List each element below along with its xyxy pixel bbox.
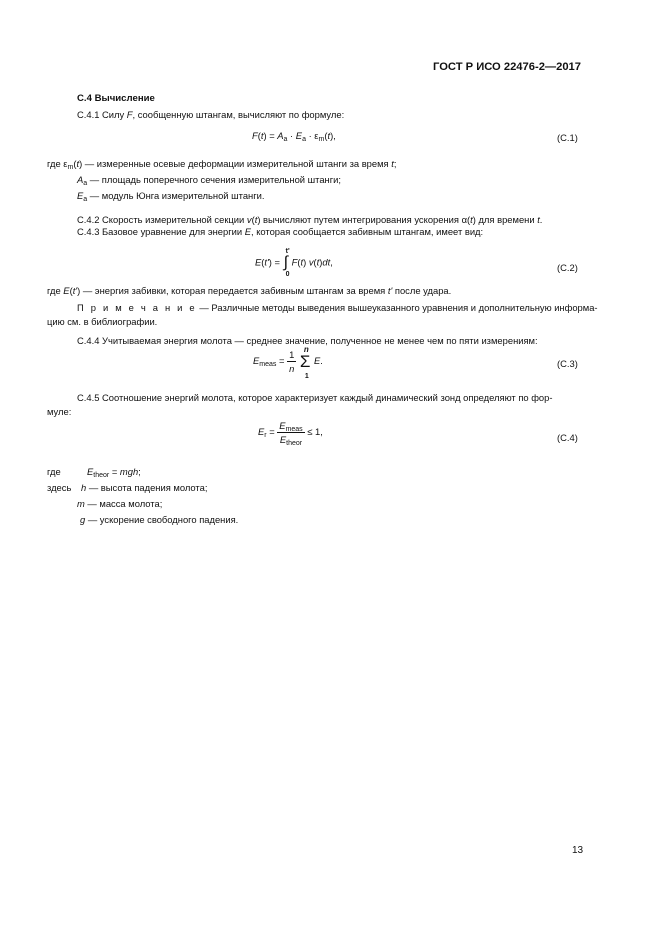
formula-c1-number: (С.1) xyxy=(557,132,578,143)
definition-g: g — ускорение свободного падения. xyxy=(80,514,239,525)
note-line1: П р и м е ч а н и е — Различные методы выведения вышеуказанного уравнения и дополнительную информа- xyxy=(77,302,598,313)
sum-symbol: Σ n 1 xyxy=(299,344,311,380)
page-number: 13 xyxy=(572,845,584,856)
section-title: С.4 Вычисление xyxy=(77,93,155,104)
paragraph-c45-line2: муле: xyxy=(47,406,72,417)
definition-epsilon: где $\varepsilon_m(t)$ — измеренные осевые деформации измерительной штанги за время t; xyxy=(47,158,397,171)
definition-Ea: $E_a$ — модуль Юнга измерительной штанги. xyxy=(77,190,265,203)
formula-c2: E(t') = ∫ t' 0 F(t) v(t)dt, xyxy=(255,248,333,278)
formula-c3: $E_{meas}$ = $\frac{1}{n}$ Σ n 1 E. xyxy=(253,344,323,380)
definition-energy: где E(t') — энергия забивки, которая передается забивным штангам за время t' после удара. xyxy=(47,285,452,296)
where-label: где xyxy=(47,466,61,477)
fraction-1-over-n: $\frac{1}{n}$ xyxy=(289,349,295,374)
definition-h: h — высота падения молота; xyxy=(81,482,208,493)
definition-Aa: $A_a$ — площадь поперечного сечения измерительной штанги; xyxy=(77,174,341,187)
formula-c3-number: (С.3) xyxy=(557,358,578,369)
formula-c4: $E_r$ = $\frac{E_{meas}}{E_{theor}}$ ≤ 1, xyxy=(258,420,323,447)
here-label: здесь xyxy=(47,482,72,493)
formula-c1: $F(t) = A_a \cdot E_a \cdot \varepsilon_m(t)$, xyxy=(252,130,336,143)
note-line2: цию см. в библиографии. xyxy=(47,316,158,327)
definition-m: m — масса молота; xyxy=(77,498,163,509)
paragraph-c44: С.4.4 Учитываемая энергия молота — среднее значение, полученное не менее чем по пяти измерениям: xyxy=(77,335,538,346)
formula-c2-number: (С.2) xyxy=(557,262,578,273)
document-header: ГОСТ Р ИСО 22476-2—2017 xyxy=(433,61,581,73)
paragraph-c41: С.4.1 Силу F, сообщенную штангам, вычисляют по формуле: xyxy=(77,109,345,120)
integral-symbol: ∫ t' 0 xyxy=(283,248,290,278)
formula-etheor: $E_{theor}$ = mgh; xyxy=(87,466,141,479)
paragraph-c43: С.4.3 Базовое уравнение для энергии E, которая сообщается забивным штангам, имеет вид: xyxy=(77,226,484,237)
paragraph-c42: С.4.2 Скорость измерительной секции v(t) вычисляют путем интегрирования ускорения α(t) для времени t. xyxy=(77,214,543,225)
paragraph-c45-line1: С.4.5 Соотношение энергий молота, которое характеризует каждый динамический зонд определяют по фор- xyxy=(77,392,553,403)
fraction-energy-ratio: $\frac{E_{meas}}{E_{theor}}$ xyxy=(279,420,303,447)
formula-c4-number: (С.4) xyxy=(557,432,578,443)
